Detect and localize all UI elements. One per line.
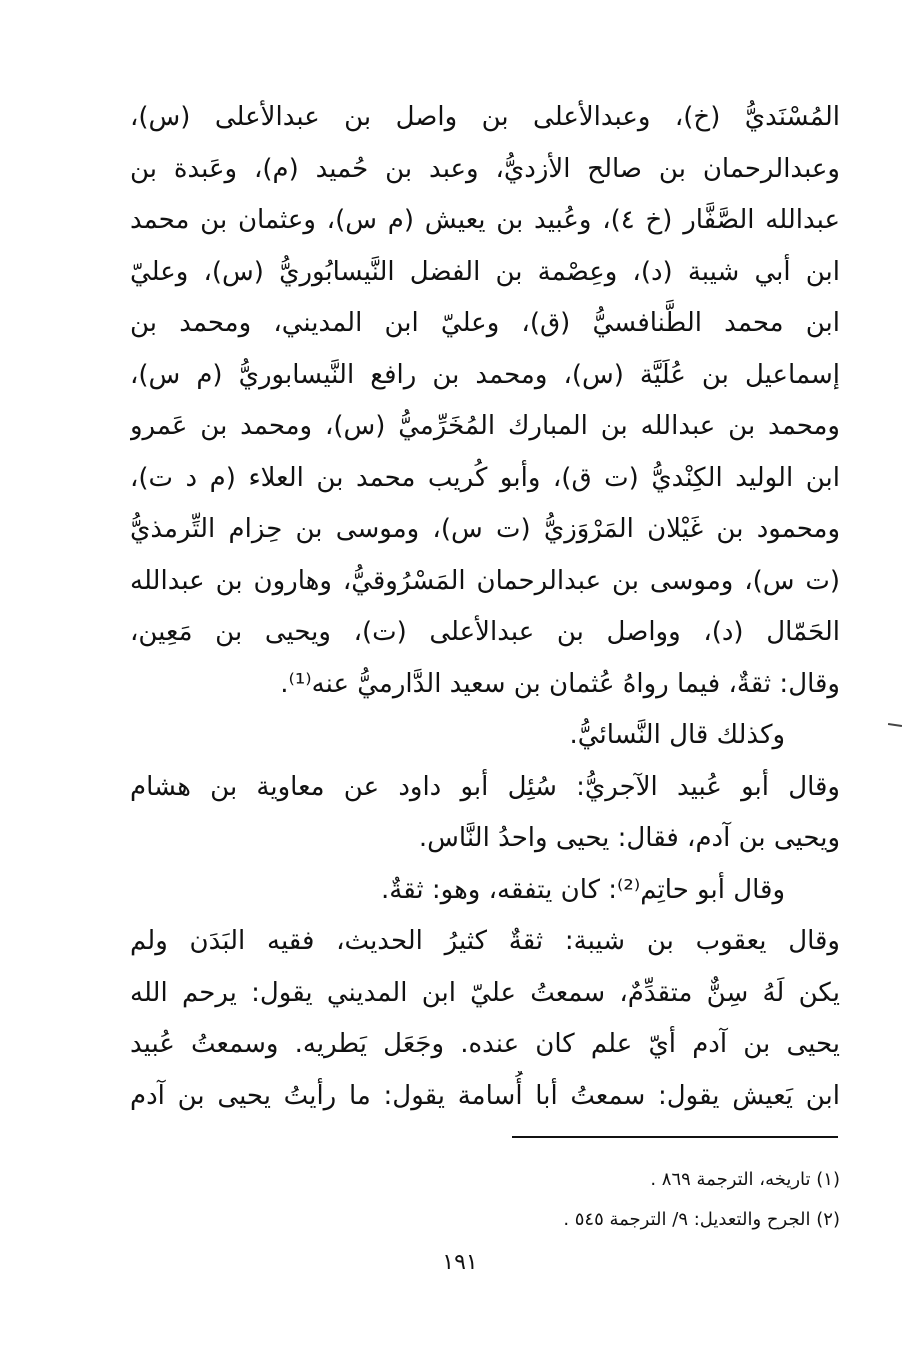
text-line: عبدالله الصَّفَّار (خ ٤)، وعُبيد بن يعيش (م س)، وعثمان بن محمد — [130, 205, 840, 235]
footnote: (١) تاريخه، الترجمة ٨٦٩ . — [650, 1169, 840, 1190]
text-line: إسماعيل بن عُلَيَّة (س)، ومحمد بن رافع النَّيسابوريُّ (م س)، — [130, 359, 840, 390]
margin-mark — [888, 723, 902, 727]
text-line: يكن لَهُ سِنٌّ متقدِّمٌ، سمعتُ عليّ ابن المديني يقول: يرحم الله — [130, 977, 840, 1008]
text-line: ومحمود بن غَيْلان المَرْوَزيُّ (ت س)، وموسى بن حِزام التِّرمذيُّ — [130, 514, 840, 544]
text-line: وكذلك قال النَّسائيُّ. — [569, 720, 785, 750]
text-line: ومحمد بن عبدالله بن المبارك المُخَرِّميُّ (س)، ومحمد بن عَمرو — [130, 411, 840, 441]
text-line: يحيى بن آدم أيّ علم كان عنده. وجَعَل يَطريه. وسمعتُ عُبيد — [130, 1029, 840, 1059]
text-line: المُسْنَديُّ (خ)، وعبدالأعلى بن واصل بن عبدالأعلى (س)، — [130, 102, 840, 132]
footnotes — [400, 1160, 840, 1240]
footnote: (٢) الجرح والتعديل: ٩/ الترجمة ٥٤٥ . — [563, 1209, 840, 1230]
text-line: ابن الوليد الكِنْديُّ (ت ق)، وأبو كُريب محمد بن العلاء (م د ت)، — [130, 462, 840, 493]
text-line: ابن يَعيش يقول: سمعتُ أبا أُسامة يقول: ما رأيتُ يحيى بن آدم — [130, 1080, 840, 1111]
footnote-divider — [512, 1136, 838, 1138]
text-line: وعبدالرحمان بن صالح الأزديُّ، وعبد بن حُميد (م)، وعَبدة بن — [130, 153, 840, 184]
text-line: وقال يعقوب بن شيبة: ثقةٌ كثيرُ الحديث، فقيه البَدَن ولم — [130, 926, 840, 956]
text-line: ابن محمد الطَّنافسيُّ (ق)، وعليّ ابن المديني، ومحمد بن — [130, 308, 840, 338]
text-line: ويحيى بن آدم، فقال: يحيى واحدُ النَّاس. — [418, 823, 840, 853]
text-line: وقال أبو حاتِم⁽²⁾: كان يتفقه، وهو: ثقةٌ. — [381, 874, 785, 905]
page-number: ١٩١ — [442, 1250, 478, 1275]
text-line: الحَمّال (د)، وواصل بن عبدالأعلى (ت)، ويحيى بن مَعِين، — [130, 617, 840, 647]
main-text — [130, 92, 840, 1122]
text-line: وقال: ثقةٌ، فيما رواهُ عُثمان بن سعيد الدَّارميُّ عنه⁽¹⁾. — [280, 668, 840, 699]
text-line: وقال أبو عُبيد الآجريُّ: سُئِل أبو داود عن معاوية بن هشام — [130, 771, 840, 802]
text-line: (ت س)، وموسى بن عبدالرحمان المَسْرُوقيُّ، وهارون بن عبدالله — [130, 565, 840, 596]
text-line: ابن أبي شيبة (د)، وعِصْمة بن الفضل النَّيسابُوريُّ (س)، وعليّ — [130, 256, 840, 287]
